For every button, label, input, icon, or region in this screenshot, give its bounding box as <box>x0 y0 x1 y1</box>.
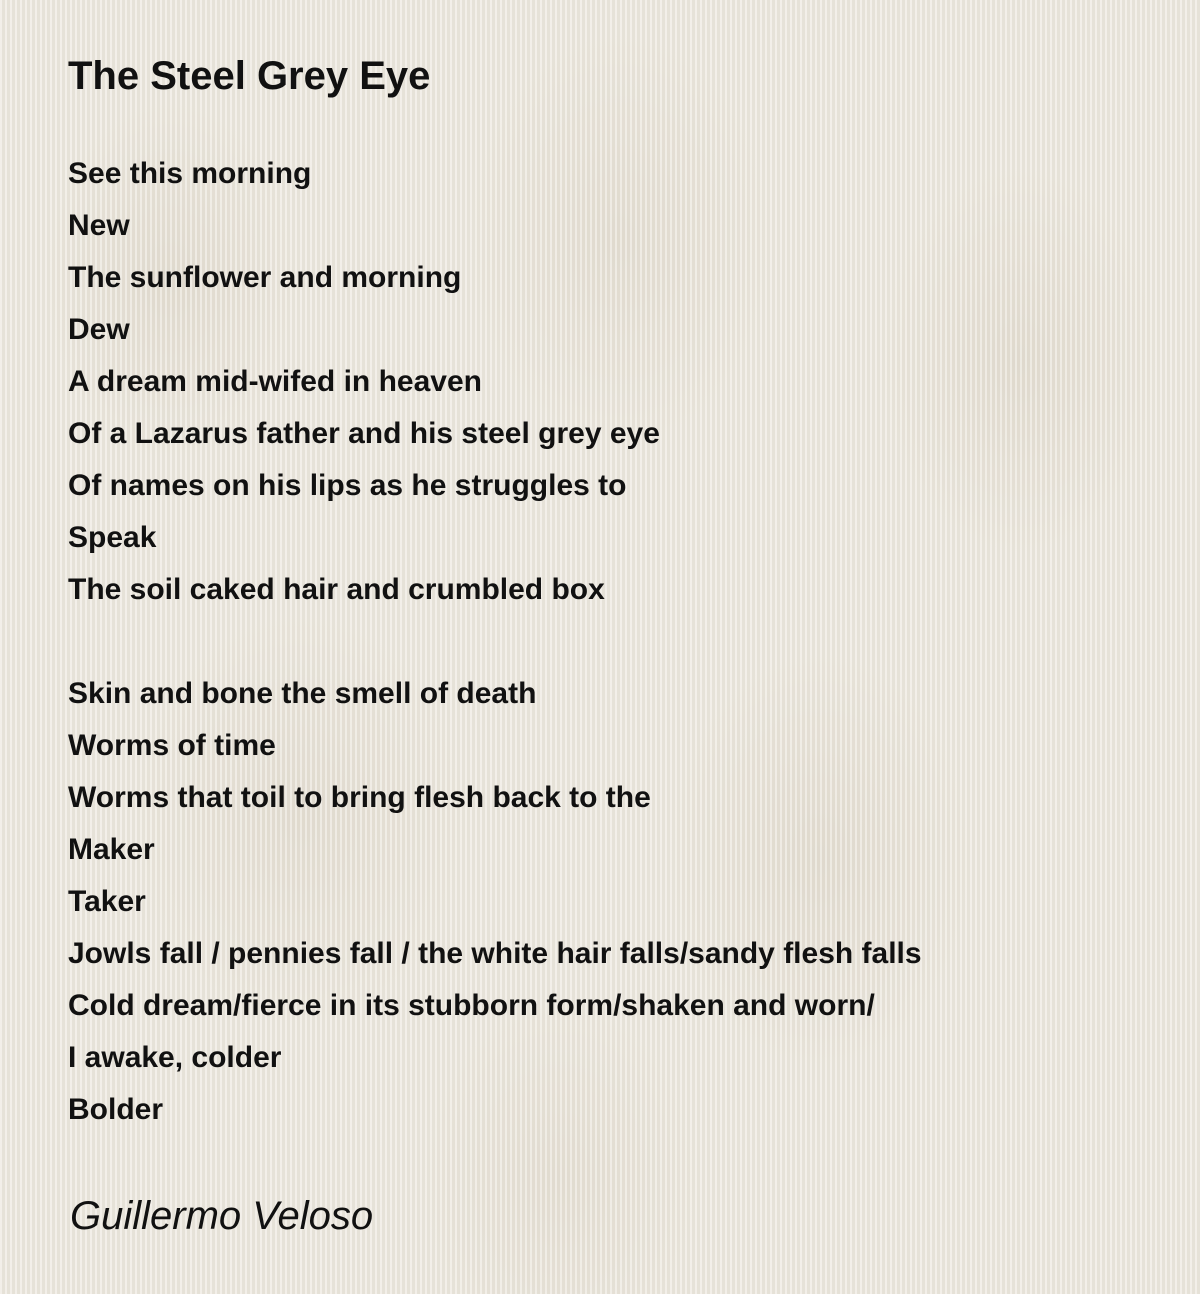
poem-line: Worms of time <box>68 729 276 762</box>
poem-line: The soil caked hair and crumbled box <box>68 573 605 606</box>
stanza-1 <box>68 148 1148 616</box>
poem-line: The sunflower and morning <box>68 261 462 294</box>
poem-line: Of a Lazarus father and his steel grey eye <box>68 417 660 450</box>
poem-author: Guillermo Veloso <box>70 1194 374 1238</box>
poem-line: I awake, colder <box>68 1041 282 1074</box>
poem-line: Taker <box>68 885 146 918</box>
poem-line: See this morning <box>68 157 312 190</box>
poem-line: A dream mid-wifed in heaven <box>68 365 482 398</box>
poem-title: The Steel Grey Eye <box>68 54 431 98</box>
stanza-2 <box>68 668 1148 1136</box>
poem-line: Speak <box>68 521 157 554</box>
poem-line: Cold dream/fierce in its stubborn form/shaken and worn/ <box>68 989 875 1022</box>
poem-line: Of names on his lips as he struggles to <box>68 469 627 502</box>
poem-line: Skin and bone the smell of death <box>68 677 537 710</box>
poem-line: Maker <box>68 833 155 866</box>
poem-body <box>68 148 1148 1136</box>
poem-line: Bolder <box>68 1093 164 1126</box>
poem-line: New <box>68 209 130 242</box>
poem-line: Worms that toil to bring flesh back to the <box>68 781 651 814</box>
poem-line: Jowls fall / pennies fall / the white hair falls/sandy flesh falls <box>68 937 922 970</box>
poem-line: Dew <box>68 313 130 346</box>
